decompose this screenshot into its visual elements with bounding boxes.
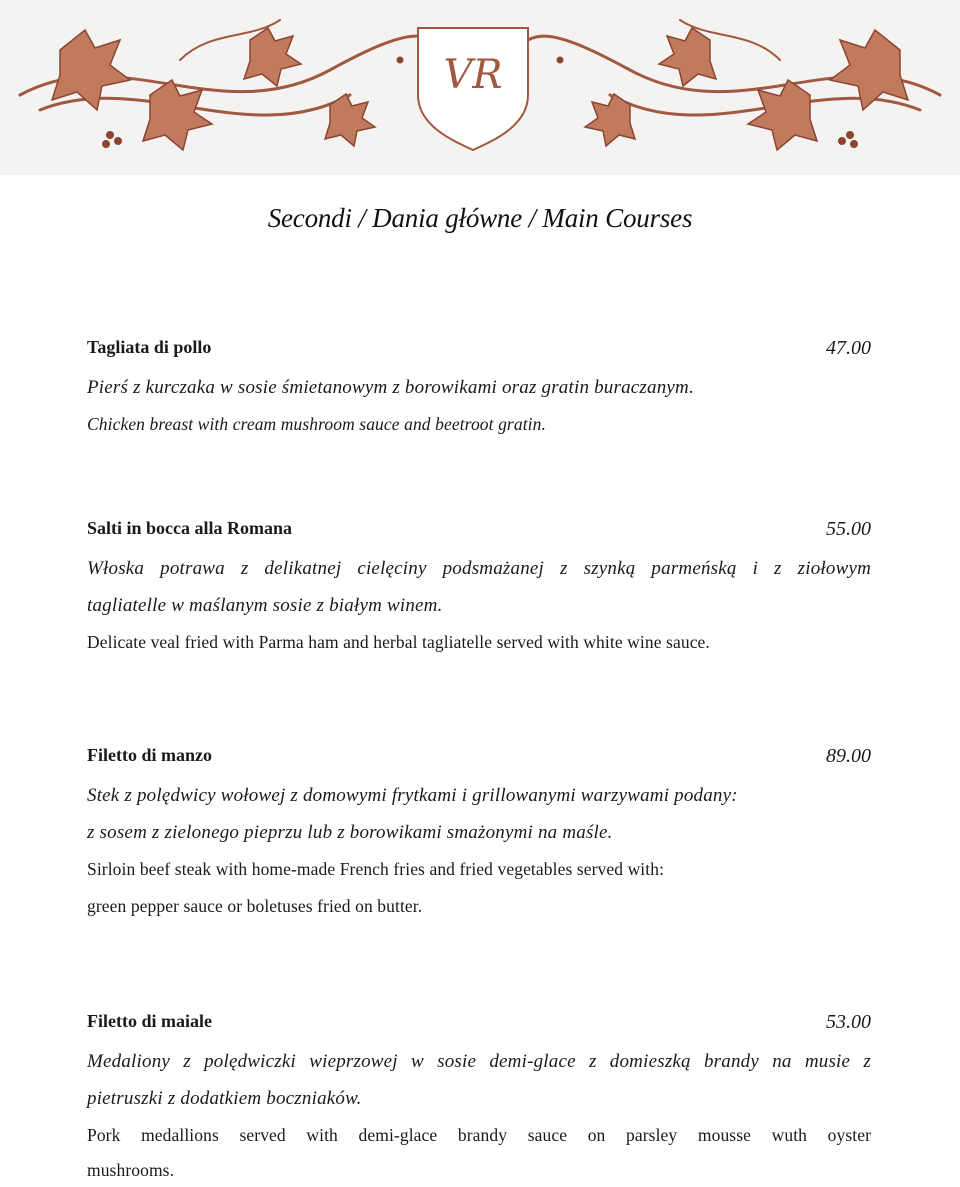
item-description-en: Sirloin beef steak with home-made French fries and fried vegetables served with: (87, 859, 665, 879)
item-description-pl: pietruszki z dodatkiem boczniaków. (87, 1088, 362, 1109)
item-description-pl: z sosem z zielonego pieprzu lub z borowikami smażonymi na maśle. (87, 822, 613, 843)
item-price: 47.00 (826, 337, 871, 359)
item-description-pl: Stek z polędwicy wołowej z domowymi frytkami i grillowanymi warzywami podany: (87, 785, 738, 806)
vr-monogram: VR (443, 52, 503, 98)
item-name: Salti in bocca alla Romana (87, 518, 293, 538)
item-description-en: green pepper sauce or boletuses fried on butter. (87, 896, 423, 916)
item-description-pl: tagliatelle w maślanym sosie z białym winem. (87, 595, 443, 616)
menu-item (87, 745, 871, 925)
item-description-en: Delicate veal fried with Parma ham and herbal tagliatelle served with white wine sauce. (87, 632, 710, 652)
item-price: 55.00 (826, 518, 871, 540)
menu-item (87, 1011, 871, 1186)
item-description-en: mushrooms. (87, 1160, 175, 1180)
item-description-en: Pork medallions served with demi-glace brandy sauce on parsley mousse wuth oyster (87, 1125, 871, 1145)
item-description-pl: Pierś z kurczaka w sosie śmietanowym z borowikami oraz gratin buraczanym. (87, 377, 694, 398)
item-price: 89.00 (826, 745, 871, 767)
item-name: Tagliata di pollo (87, 337, 212, 357)
item-description-en: Chicken breast with cream mushroom sauce and beetroot gratin. (87, 414, 546, 434)
item-name: Filetto di manzo (87, 745, 212, 765)
page-title: Secondi / Dania główne / Main Courses (267, 203, 693, 233)
item-description-pl: Włoska potrawa z delikatnej cielęciny podsmażanej z szynką parmeńską i z ziołowym (87, 558, 871, 579)
item-description-pl: Medaliony z polędwiczki wieprzowej w sosie demi-glace z domieszką brandy na musie z (87, 1051, 871, 1072)
menu-item (87, 337, 871, 443)
vine-banner (0, 0, 960, 175)
item-name: Filetto di maiale (87, 1011, 212, 1031)
menu-item (87, 518, 871, 661)
item-price: 53.00 (826, 1011, 871, 1033)
